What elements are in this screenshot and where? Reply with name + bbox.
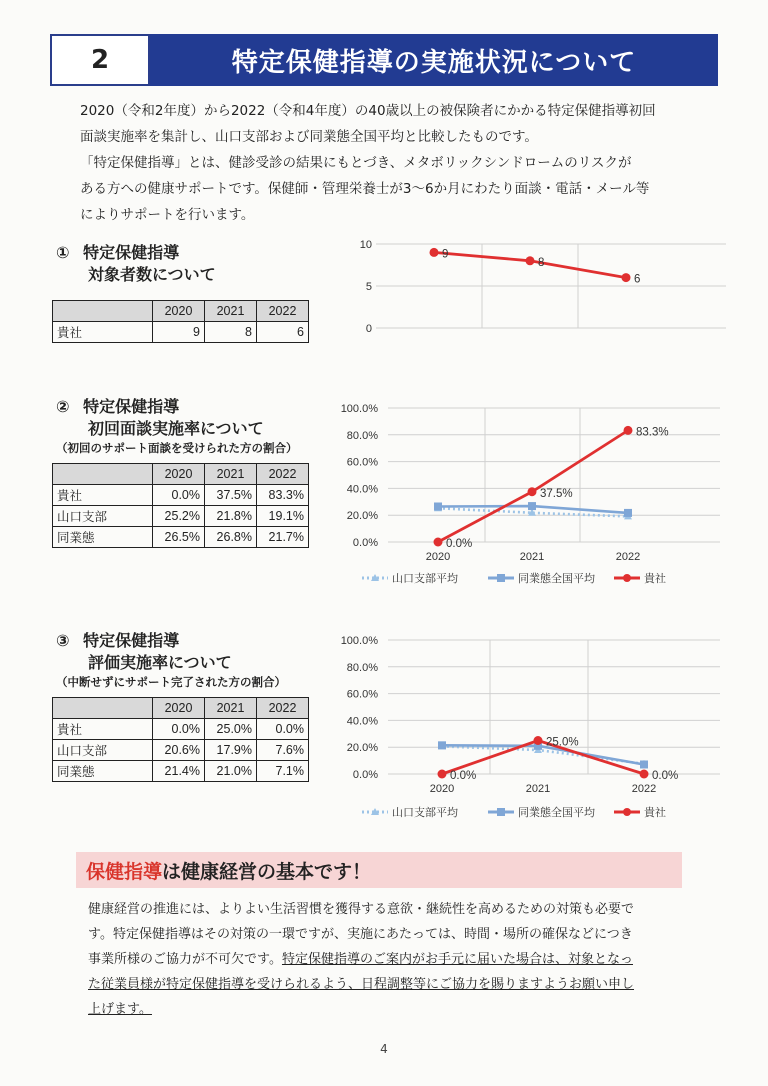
- series-line-貴社: [438, 430, 628, 542]
- y-tick-label: 60.0%: [346, 456, 378, 469]
- closing-paragraph: [88, 897, 688, 1022]
- section2-number: ②: [56, 397, 70, 416]
- section2-subtitle: （初回のサポート面談を受けられた方の割合）: [56, 441, 298, 455]
- data-point: [434, 502, 442, 510]
- table-row: [53, 322, 309, 343]
- y-tick-label: 0.0%: [352, 537, 378, 549]
- table-year: 2021: [205, 301, 257, 322]
- section2-title-line2: 初回面談実施率について: [88, 419, 264, 438]
- y-tick-label: 10: [359, 239, 372, 251]
- intro-line: 面談実施率を集計し、山口支部および同業態全国平均と比較したものです。: [80, 129, 538, 145]
- table-cell: 0.0%: [153, 485, 205, 506]
- data-label: 25.0%: [546, 736, 579, 749]
- table-cell: 26.8%: [205, 527, 257, 548]
- table-cell: 9: [153, 322, 205, 343]
- section1-title-line1: 特定保健指導: [83, 243, 180, 262]
- table-header-row: [53, 464, 309, 485]
- table-cell: 25.0%: [205, 719, 257, 740]
- table-row-label: 貴社: [53, 719, 153, 740]
- table-year: 2021: [205, 464, 257, 485]
- y-tick-label: 100.0%: [340, 635, 378, 647]
- section3-table: [52, 697, 309, 782]
- y-tick-label: 100.0%: [340, 403, 378, 415]
- data-label: 37.5%: [540, 487, 573, 500]
- table-row: [53, 527, 309, 548]
- table-year: 2020: [153, 698, 205, 719]
- table-row: [53, 485, 309, 506]
- x-tick-label: 2020: [425, 551, 451, 563]
- table-year: 2022: [257, 464, 309, 485]
- y-tick-label: 40.0%: [346, 483, 378, 496]
- closing-text: 事業所様のご協力が不可欠です。: [88, 952, 282, 967]
- table-row: [53, 740, 309, 761]
- table-cell: 25.2%: [153, 506, 205, 527]
- x-tick-label: 2022: [631, 783, 657, 795]
- data-label: 8: [538, 256, 545, 269]
- section3-subtitle: （中断せずにサポート完了された方の割合）: [56, 675, 286, 689]
- legend-label: 同業態全国平均: [518, 807, 595, 819]
- intro-line: ある方への健康サポートです。保健師・管理栄養士が3～6か月にわたり面談・電話・メール等: [80, 181, 650, 197]
- data-point: [438, 741, 446, 749]
- closing-banner: [76, 852, 682, 888]
- x-tick-label: 2020: [429, 783, 455, 795]
- section3-number: ③: [56, 631, 70, 650]
- data-point: [622, 273, 631, 282]
- section-number: 2: [50, 34, 150, 86]
- legend-marker: [623, 808, 631, 816]
- table-cell: 37.5%: [205, 485, 257, 506]
- x-tick-label: 2022: [615, 551, 641, 563]
- section2-table: [52, 463, 309, 548]
- table-cell: 21.8%: [205, 506, 257, 527]
- legend-marker: [497, 574, 505, 582]
- table-row-label: 同業態: [53, 527, 153, 548]
- table-cell: 21.0%: [205, 761, 257, 782]
- data-point: [528, 487, 537, 496]
- table-corner: [53, 464, 153, 485]
- y-tick-label: 5: [365, 281, 372, 293]
- table-cell: 21.4%: [153, 761, 205, 782]
- intro-paragraph: [80, 98, 690, 228]
- section2-heading: [56, 396, 264, 440]
- data-point: [640, 770, 649, 779]
- section3-title-line1: 特定保健指導: [83, 631, 180, 650]
- y-tick-label: 0.0%: [352, 769, 378, 781]
- closing-line: た従業員様が特定保健指導を受けられるよう、日程調整等にご協力を賜りますようお願い申し: [88, 977, 635, 992]
- table-cell: 83.3%: [257, 485, 309, 506]
- x-tick-label: 2021: [519, 551, 545, 563]
- table-corner: [53, 698, 153, 719]
- table-year: 2020: [153, 464, 205, 485]
- x-tick-label: 2021: [525, 783, 551, 795]
- data-label: 0.0%: [446, 538, 473, 550]
- y-tick-label: 20.0%: [346, 742, 378, 755]
- legend-marker: [623, 574, 631, 582]
- data-point: [438, 770, 447, 779]
- table-cell: 6: [257, 322, 309, 343]
- page-title: 特定保健指導の実施状況について: [150, 34, 718, 86]
- data-point: [534, 736, 543, 745]
- intro-line: 「特定保健指導」とは、健診受診の結果にもとづき、メタボリックシンドロームのリスクが: [80, 155, 632, 171]
- table-cell: 0.0%: [153, 719, 205, 740]
- intro-line: 2020（令和2年度）から2022（令和4年度）の40歳以上の被保険者にかかる特定保健指導初回: [80, 103, 656, 119]
- y-tick-label: 20.0%: [346, 510, 378, 523]
- section1-table: [52, 300, 309, 343]
- y-tick-label: 80.0%: [346, 429, 378, 442]
- table-header-row: [53, 698, 309, 719]
- section2-title-line1: 特定保健指導: [83, 397, 180, 416]
- data-point: [430, 248, 439, 257]
- table-corner: [53, 301, 153, 322]
- page-number: 4: [380, 1042, 388, 1056]
- y-tick-label: 60.0%: [346, 688, 378, 701]
- table-header-row: [53, 301, 309, 322]
- data-point: [434, 538, 443, 547]
- closing-line: [88, 947, 688, 972]
- section3-heading: [56, 630, 232, 674]
- y-tick-label: 80.0%: [346, 661, 378, 674]
- data-label: 83.3%: [636, 426, 669, 439]
- table-cell: 26.5%: [153, 527, 205, 548]
- legend-label: 山口支部平均: [392, 573, 458, 585]
- table-cell: 20.6%: [153, 740, 205, 761]
- table-row-label: 同業態: [53, 761, 153, 782]
- section1-number: ①: [56, 243, 70, 262]
- data-point: [526, 256, 535, 265]
- legend-marker: [497, 808, 505, 816]
- chart-target-count: [330, 232, 730, 344]
- table-cell: 7.1%: [257, 761, 309, 782]
- table-year: 2020: [153, 301, 205, 322]
- table-row: [53, 761, 309, 782]
- data-label: 9: [442, 248, 449, 261]
- table-row-label: 貴社: [53, 322, 153, 343]
- banner-text: は健康経営の基本です！: [162, 860, 372, 883]
- table-row: [53, 506, 309, 527]
- data-label: 0.0%: [450, 770, 477, 782]
- table-cell: 8: [205, 322, 257, 343]
- banner-highlight: 保健指導: [86, 860, 163, 883]
- table-row: [53, 719, 309, 740]
- table-year: 2022: [257, 301, 309, 322]
- data-point: [624, 426, 633, 435]
- legend-label: 貴社: [644, 573, 666, 585]
- table-row-label: 山口支部: [53, 506, 153, 527]
- section1-title-line2: 対象者数について: [88, 265, 216, 284]
- table-row-label: 山口支部: [53, 740, 153, 761]
- series-line-山口支部平均: [442, 746, 644, 763]
- intro-line: によりサポートを行います。: [80, 207, 255, 223]
- closing-line: す。特定保健指導はその対策の一環ですが、実施にあたっては、時間・場所の確保などにつき: [88, 927, 633, 942]
- data-point: [640, 760, 648, 768]
- legend-label: 貴社: [644, 807, 666, 819]
- data-point: [624, 509, 632, 517]
- y-tick-label: 40.0%: [346, 715, 378, 728]
- table-cell: 7.6%: [257, 740, 309, 761]
- table-year: 2021: [205, 698, 257, 719]
- chart-evaluation-rate: [318, 628, 728, 824]
- closing-line: 健康経営の推進には、よりよい生活習慣を獲得する意欲・継続性を高めるための対策も必要で: [88, 902, 635, 917]
- section3-title-line2: 評価実施率について: [88, 653, 232, 672]
- closing-line: 上げます。: [88, 1002, 152, 1017]
- data-point: [528, 502, 536, 510]
- data-label: 6: [634, 273, 641, 286]
- chart-initial-interview-rate: [318, 396, 728, 592]
- y-tick-label: 0: [365, 323, 372, 335]
- legend-label: 山口支部平均: [392, 807, 458, 819]
- table-cell: 0.0%: [257, 719, 309, 740]
- table-cell: 17.9%: [205, 740, 257, 761]
- data-label: 0.0%: [652, 770, 679, 782]
- table-row-label: 貴社: [53, 485, 153, 506]
- legend-label: 同業態全国平均: [518, 573, 595, 585]
- table-cell: 21.7%: [257, 527, 309, 548]
- closing-underlined-text: 特定保健指導のご案内がお手元に届いた場合は、対象となっ: [281, 952, 633, 967]
- section1-heading: [56, 242, 216, 286]
- table-year: 2022: [257, 698, 309, 719]
- table-cell: 19.1%: [257, 506, 309, 527]
